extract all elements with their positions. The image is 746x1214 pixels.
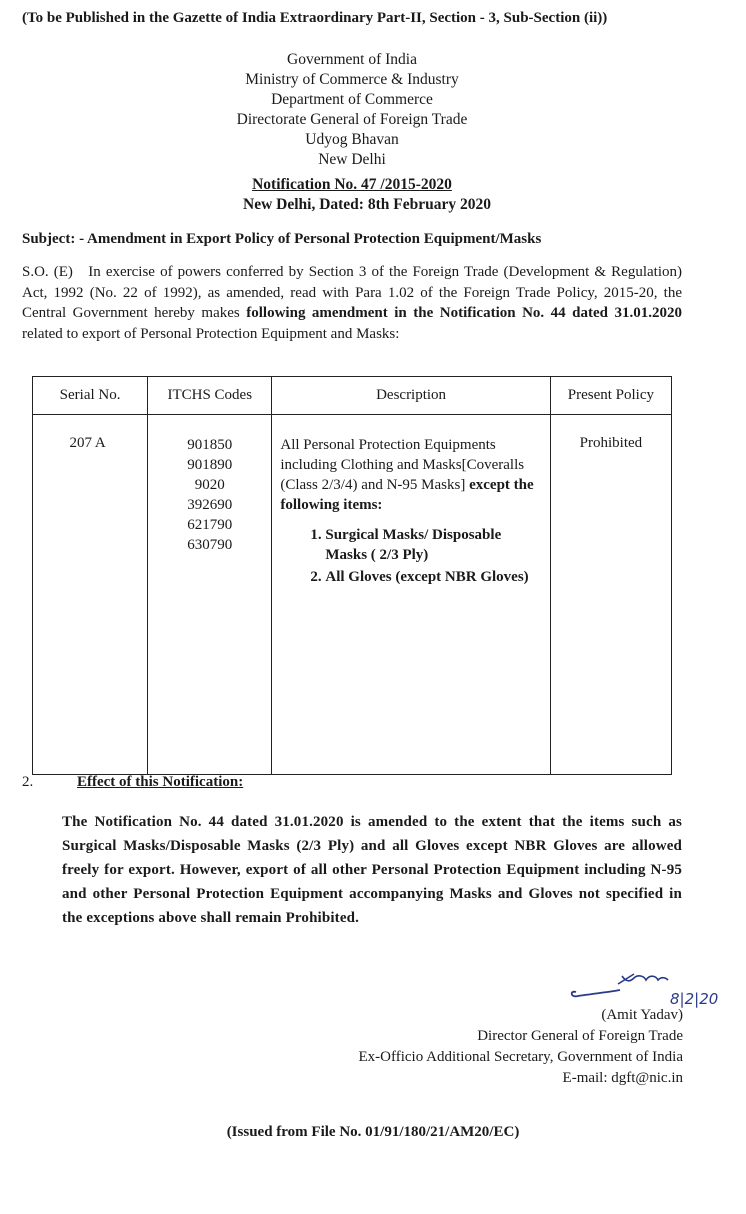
table-row — [33, 415, 672, 775]
cell-serial: 207 A — [33, 415, 148, 775]
cell-description — [272, 415, 550, 775]
header-line-government: Government of India — [287, 51, 417, 68]
header-serial-no: Serial No. — [33, 377, 148, 415]
issuing-authority-header — [0, 50, 704, 170]
signatory-email: E-mail: dgft@nic.in — [562, 1070, 683, 1086]
section-number: 2. — [22, 774, 34, 790]
table-header-row — [33, 377, 672, 415]
cell-itchs-codes — [148, 415, 272, 775]
signatory-block — [280, 1005, 683, 1089]
intro-text-part1: S.O. (E) In exercise of powers conferred by Section 3 of the Foreign Trade (Development & Regulation) Act, 1992 (No. 22 of 1992), as amended, read with Para 1.02 of the Foreign Trade Policy, 2015-20, the Central Government hereby makes — [22, 264, 682, 321]
header-present-policy: Present Policy — [550, 377, 671, 415]
header-line-ministry: Ministry of Commerce & Industry — [245, 71, 459, 88]
effect-paragraph: The Notification No. 44 dated 31.01.2020 is amended to the extent that the items such as Surgical Masks/Disposable Masks (2/3 Ply) and all Gloves except NBR Gloves are allowed freely for export. However, export of all other Personal Protection Equipment including N-95 and other Personal Protection Equipment accompanying Masks and Gloves not specified in the exceptions above shall remain Prohibited. — [62, 814, 682, 926]
itchs-code: 392690 — [187, 497, 233, 513]
export-policy-table — [32, 376, 672, 775]
svg-text:8|2|20: 8|2|20 — [670, 990, 719, 1008]
section-title: Effect of this Notification: — [77, 774, 244, 790]
header-line-city: New Delhi — [318, 151, 386, 168]
notification-date: New Delhi, Dated: 8th February 2020 — [243, 196, 491, 213]
header-description: Description — [272, 377, 550, 415]
itchs-code: 901850 — [187, 437, 233, 453]
exception-item: 2. All Gloves (except NBR Gloves) — [325, 567, 539, 587]
exception-list — [280, 525, 539, 587]
intro-text-part2: related to export of Personal Protection Equipment and Masks: — [22, 325, 400, 342]
itchs-code: 901890 — [187, 457, 233, 473]
handwritten-signature — [560, 968, 720, 1008]
itchs-code: 9020 — [194, 477, 225, 493]
cell-present-policy: Prohibited — [550, 415, 671, 775]
subject-line: Subject: - Amendment in Export Policy of Personal Protection Equipment/Masks — [22, 231, 542, 247]
signatory-additional-role: Ex-Officio Additional Secretary, Government of India — [358, 1049, 683, 1065]
header-line-building: Udyog Bhavan — [305, 131, 399, 148]
intro-paragraph — [22, 262, 682, 344]
itchs-code: 621790 — [187, 517, 233, 533]
header-itchs-codes: ITCHS Codes — [148, 377, 272, 415]
header-line-directorate: Directorate General of Foreign Trade — [236, 111, 468, 128]
signatory-name: (Amit Yadav) — [601, 1007, 683, 1023]
signatory-designation: Director General of Foreign Trade — [477, 1028, 683, 1044]
issued-from-file: (Issued from File No. 01/91/180/21/AM20/EC) — [226, 1124, 520, 1140]
notification-number: Notification No. 47 /2015-2020 — [252, 176, 452, 193]
intro-text-bold: following amendment in the Notification No. 44 dated 31.01.2020 — [246, 305, 683, 321]
itchs-code: 630790 — [187, 537, 233, 553]
exception-item: 1. Surgical Masks/ Disposable Masks ( 2/3 Ply) — [325, 525, 539, 565]
description-lead — [280, 435, 539, 515]
description-lead-bold: except the following items: — [280, 477, 534, 513]
header-line-department: Department of Commerce — [271, 91, 433, 108]
description-lead-text: All Personal Protection Equipments including Clothing and Masks[Coveralls (Class 2/3/4) and N-95 Masks] — [280, 437, 525, 493]
gazette-publication-line: (To be Published in the Gazette of India Extraordinary Part-II, Section - 3, Sub-Section (ii)) — [22, 10, 608, 26]
